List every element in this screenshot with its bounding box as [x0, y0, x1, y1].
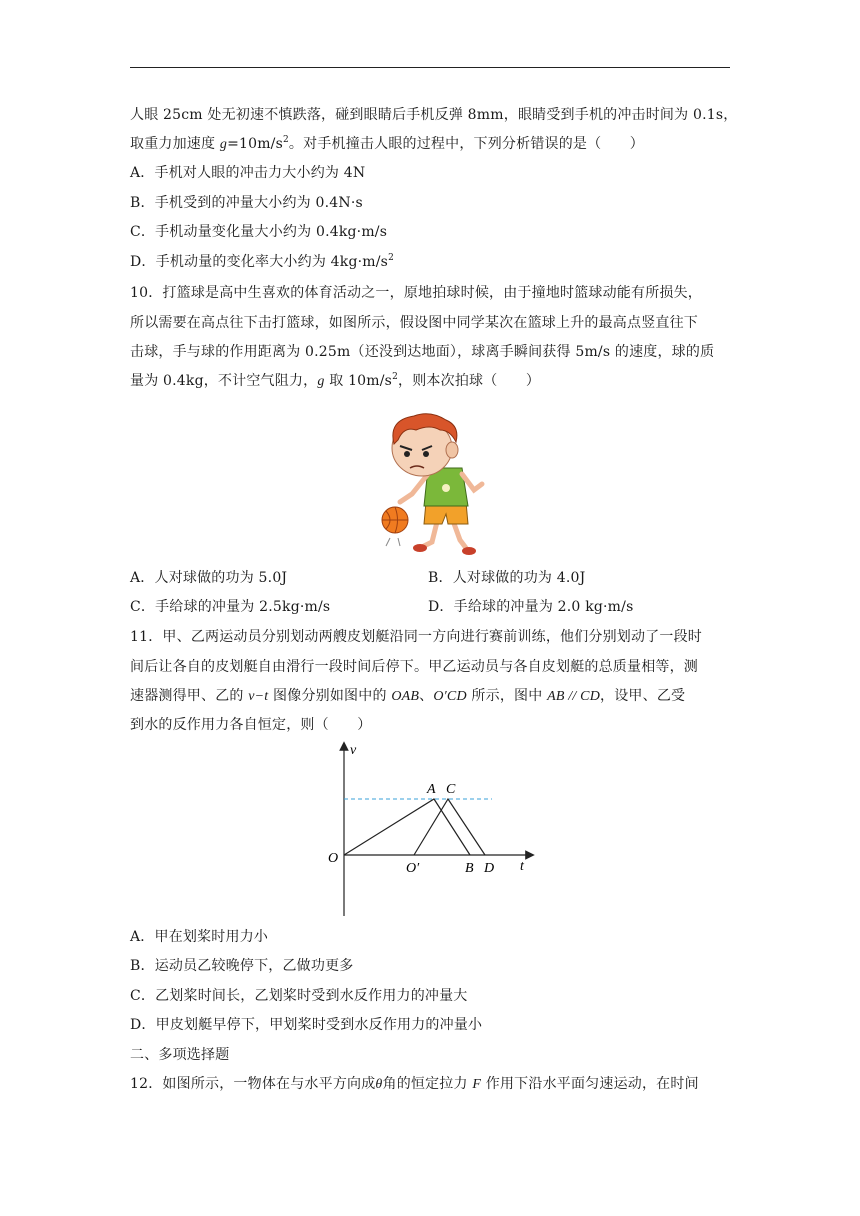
q10-option-c: C．手给球的冲量为 2.5kg·m/s [130, 599, 331, 615]
q11-option-c: C．乙划桨时间长，乙划桨时受到水反作用力的冲量大 [130, 988, 468, 1004]
q11-option-d: D．甲皮划艇早停下，甲划桨时受到水反作用力的冲量小 [130, 1017, 483, 1033]
q10-option-b: B．人对球做的功为 4.0J [428, 570, 586, 586]
label-o-prime: O′ [406, 861, 420, 876]
label-d: D [484, 861, 495, 876]
q11-line2: 间后让各自的皮划艇自由滑行一段时间后停下。甲乙运动员与各自皮划艇的总质量相等，测 [130, 659, 698, 675]
q10-option-d: D．手给球的冲量为 2.0 kg·m/s [428, 599, 634, 615]
q9-option-b: B．手机受到的冲量大小约为 0.4N·s [130, 195, 363, 211]
q10-line3: 击球，手与球的作用距离为 0.25m（还没到达地面），球离手瞬间获得 5m/s 的速度，球的质 [130, 344, 715, 360]
line-oab [344, 799, 470, 855]
line-ocd [414, 799, 485, 855]
header-rule [130, 67, 730, 68]
q9-line2: 取重力加速度 $g=10m/s^2$。对手机撞击人眼的过程中，下列分析错误的是（ ） [130, 135, 644, 152]
basketball-boy-illustration [370, 410, 500, 560]
label-o: O [328, 851, 339, 866]
q9-option-d: D．手机动量的变化率大小约为 $4kg\cdot m/s^2$ [130, 253, 394, 270]
v-axis-label: v [350, 743, 357, 758]
q11-option-a: A．甲在划桨时用力小 [130, 929, 269, 945]
q12-line1: 12．如图所示，一物体在与水平方向成θ角的恒定拉力 F 作用下沿水平面匀速运动，在时间 [130, 1076, 699, 1092]
section-heading-multiple-choice: 二、多项选择题 [130, 1047, 230, 1063]
label-a: A [427, 782, 436, 797]
vt-graph [320, 740, 540, 920]
q11-option-b: B．运动员乙较晚停下，乙做功更多 [130, 958, 354, 974]
q11-line1: 11．甲、乙两运动员分别划动两艘皮划艇沿同一方向进行赛前训练，他们分别划动了一段时 [130, 629, 703, 645]
label-b: B [465, 861, 474, 876]
t-axis-label: t [520, 859, 524, 874]
q10-line2: 所以需要在高点往下击打篮球，如图所示，假设图中同学某次在篮球上升的最高点竖直往下 [130, 315, 698, 331]
q10-line1: 10．打篮球是高中生喜欢的体育活动之一，原地拍球时候，由于撞地时篮球动能有所损失， [130, 285, 703, 301]
q9-line1: 人眼 25cm 处无初速不慎跌落，碰到眼睛后手机反弹 8mm，眼睛受到手机的冲击时间为 0.1s， [130, 107, 738, 123]
q10-option-a: A．人对球做的功为 5.0J [130, 570, 288, 586]
label-c: C [446, 782, 456, 797]
q10-line4: 量为 0.4kg，不计空气阻力，g 取 $10m/s^2$，则本次拍球（ ） [130, 372, 541, 389]
q11-line3: 速器测得甲、乙的 v−t 图像分别如图中的 OAB、O′CD 所示，图中 AB // CD，设甲、乙受 [130, 688, 686, 704]
q9-option-c: C．手机动量变化量大小约为 0.4kg·m/s [130, 224, 388, 240]
q9-option-a: A．手机对人眼的冲击力大小约为 4N [130, 165, 366, 181]
q11-line4: 到水的反作用力各自恒定，则（ ） [130, 717, 372, 733]
